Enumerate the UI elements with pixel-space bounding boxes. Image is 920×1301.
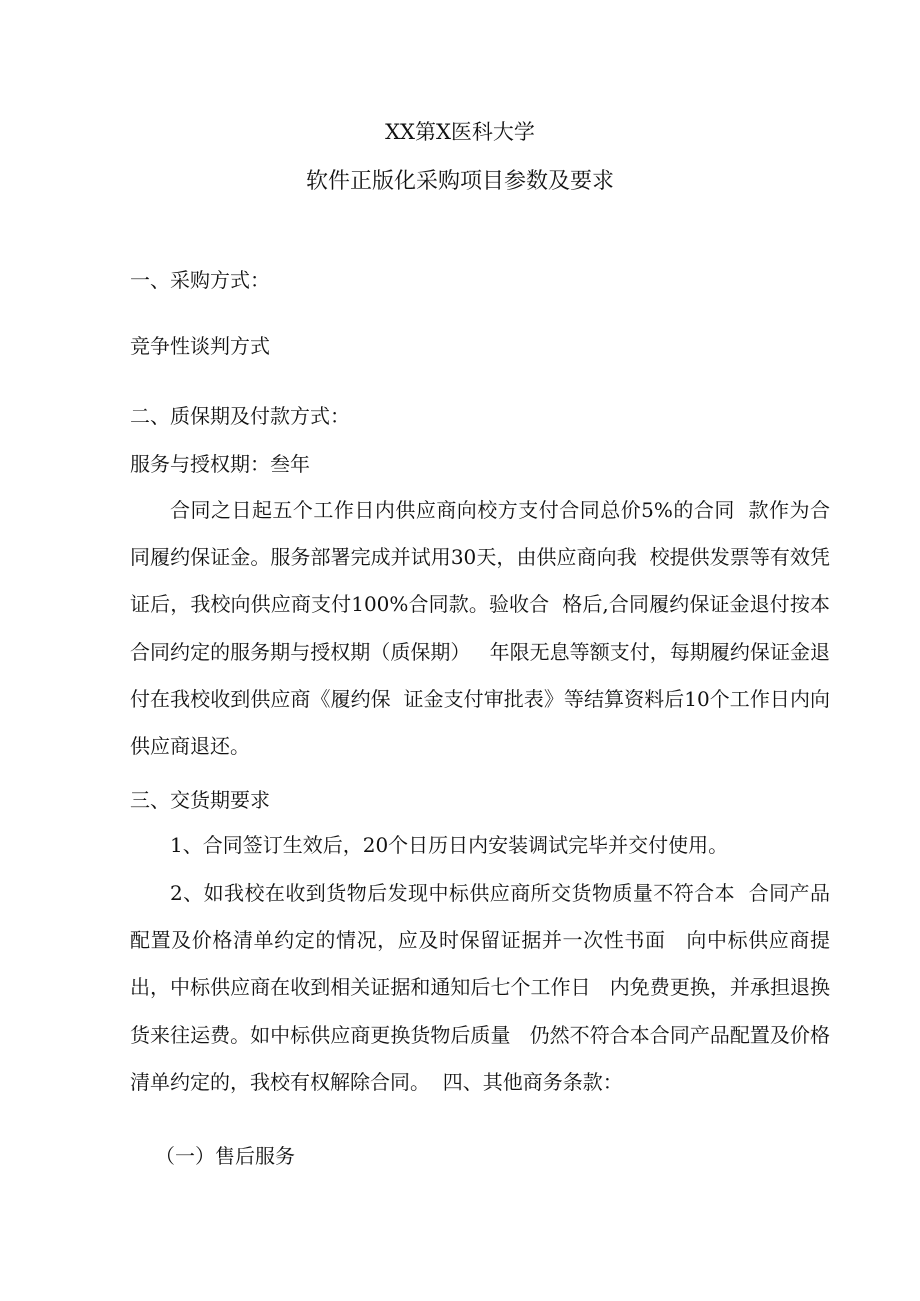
service-period-text: 服务与授权期：叁年 — [130, 452, 310, 476]
payment-terms-paragraph: 合同之日起五个工作日内供应商向校方支付合同总价5%的合同 款作为合同履约保证金。服务部署完成并试用30天，由供应商向我 校提供发票等有效凭证后，我校向供应商支付100%合同款。验收合 格后,合同履约保证金退付按本合同约定的服务期与授权期（质保期） 年限无息等额支付，每期履约保证金退付在我校收到供应商《履约保 证金支付审批表》等结算资料后10个工作日内向供应商退还。 — [130, 498, 830, 759]
section-heading-procurement-method: 一、采购方式： — [130, 268, 270, 292]
document-title-institution: XX第X医科大学 — [385, 120, 535, 144]
section-heading-delivery: 三、交货期要求 — [130, 788, 270, 812]
document-title: 软件正版化采购项目参数及要求 — [305, 169, 614, 194]
section-heading-warranty-payment: 二、质保期及付款方式： — [130, 404, 350, 428]
delivery-item-1: 1、合同签订生效后，20个日历日内安装调试完毕并交付使用。 — [170, 833, 729, 857]
procurement-method-text: 竞争性谈判方式 — [130, 334, 270, 358]
delivery-item-2: 2、如我校在收到货物后发现中标供应商所交货物质量不符合本 合同产品配置及价格清单约定的情况，应及时保留证据并一次性书面 向中标供应商提出，中标供应商在收到相关证据和通知后七个工作日 内免费更换，并承担退换货来往运费。如中标供应商更换货物后质量 仍然不符合本合同产品配置及价格清单约定的，我校有权解除合同。 四、其他商务条款： — [130, 881, 830, 1094]
subsection-heading-after-sales: （一）售后服务 — [155, 1144, 295, 1168]
